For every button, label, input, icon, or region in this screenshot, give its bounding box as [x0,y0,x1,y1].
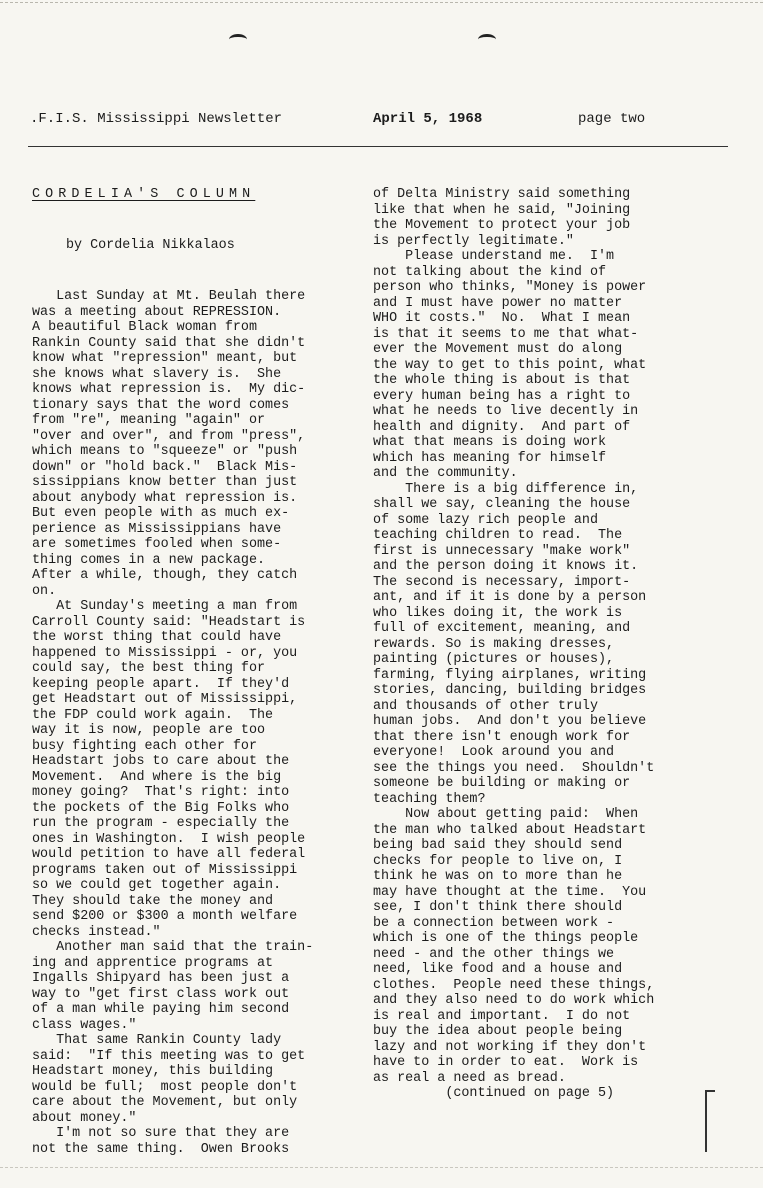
text-line: who likes doing it, the work is [373,605,623,621]
text-line: Ingalls Shipyard has been just a [32,971,290,986]
text-line: busy fighting each other for [32,738,257,754]
text-line: which is one of the things people [373,931,639,946]
text-line: ing and apprentice programs at [32,955,274,971]
text-line: perience as Mississippians have [32,521,282,537]
text-line: she knows what slavery is. She [32,366,282,382]
text-line: from "re", meaning "again" or [32,413,266,428]
text-line: They should take the money and [32,893,274,909]
text-line: which means to "squeeze" or "push [32,444,298,459]
text-line: care about the Movement, but only [32,1095,298,1110]
text-line: tionary says that the word comes [32,397,290,413]
punch-hole-left [229,34,247,45]
text-line: need, like food and a house and [373,962,623,977]
text-line: teaching children to read. The [373,528,623,543]
right-column-text [373,187,713,1102]
text-line: of Delta Ministry said something [373,187,631,202]
text-line: on. [32,583,57,599]
text-line: clothes. People need these things, [373,977,655,993]
text-line: down" or "hold back." Black Mis- [32,459,298,475]
text-line: and they also need to do work which [373,993,655,1008]
text-line: "over and over", and from "press", [32,428,306,444]
text-line: ever the Movement must do along [373,342,623,357]
text-line: money going? That's right: into [32,785,290,800]
text-line: and I must have power no matter [373,295,623,311]
text-line: see, I don't think there should [373,900,623,915]
text-line: are sometimes fooled when some- [32,537,282,552]
text-line: could say, the best thing for [32,661,266,676]
text-line: be a connection between work - [373,915,615,931]
text-line: ant, and if it is done by a person [373,590,647,605]
issue-date: April 5, 1968 [373,111,483,127]
text-line: Please understand me. I'm [373,249,615,264]
text-line: But even people with as much ex- [32,506,290,521]
column-title: CORDELIA'S COLUMN [32,187,256,202]
text-line: send $200 or $300 a month welfare [32,909,298,924]
text-line: happened to Mississippi - or, you [32,645,298,661]
text-line: There is a big difference in, [373,481,639,497]
text-line: health and dignity. And part of [373,419,631,435]
newsletter-title: .F.I.S. Mississippi Newsletter [30,111,283,127]
text-line: Headstart jobs to care about the [32,754,290,769]
text-line: (continued on page 5) [373,1086,615,1101]
text-line: about money." [32,1110,137,1126]
page-bottom-edge [0,1167,763,1168]
text-line: see the things you need. Shouldn't [373,760,655,776]
text-line: rewards. So is making dresses, [373,636,615,652]
text-line: That same Rankin County lady [32,1033,282,1048]
text-line: was a meeting about REPRESSION. [32,304,282,320]
text-line: what he needs to live decently in [373,404,639,419]
text-line: class wages." [32,1017,137,1033]
text-line: first is unnecessary "make work" [373,543,631,559]
text-line: think he was on to more than he [373,869,623,884]
text-line: buy the idea about people being [373,1024,623,1039]
text-line: every human being has a right to [373,388,631,404]
text-line: and thousands of other truly [373,698,598,714]
text-line: human jobs. And don't you believe [373,714,647,729]
right-column [373,156,713,1133]
text-line: may have thought at the time. You [373,884,647,900]
text-line: is real and important. I do not [373,1008,631,1024]
page-top-edge [0,2,763,3]
text-line: checks for people to live on, I [373,853,623,869]
left-column [32,156,372,1188]
text-line: and the person doing it knows it. [373,559,639,574]
text-line: about anybody what repression is. [32,490,298,506]
text-line: the pockets of the Big Folks who [32,800,290,816]
text-line: which has meaning for himself [373,450,607,466]
text-line: not talking about the kind of [373,264,607,280]
text-line: the whole thing is about is that [373,373,631,388]
text-line: I'm not so sure that they are [32,1126,290,1141]
text-line: keeping people apart. If they'd [32,676,290,692]
text-line: the man who talked about Headstart [373,822,647,838]
text-line: painting (pictures or houses), [373,652,615,667]
text-line: said: "If this meeting was to get [32,1048,306,1064]
text-line: shall we say, cleaning the house [373,497,631,512]
text-line: A beautiful Black woman from [32,320,257,335]
text-line: Now about getting paid: When [373,807,639,822]
corner-mark [705,1090,715,1152]
text-line: what that means is doing work [373,435,607,450]
text-line: person who thinks, "Money is power [373,280,647,295]
text-line: knows what repression is. My dic- [32,382,306,397]
header-rule [28,146,728,147]
text-line: full of excitement, meaning, and [373,621,631,636]
text-line: Carroll County said: "Headstart is [32,614,306,630]
text-line: teaching them? [373,791,486,807]
text-line: Last Sunday at Mt. Beulah there [32,289,306,304]
text-line: like that when he said, "Joining [373,202,631,218]
text-line: run the program - especially the [32,816,290,831]
text-line: lazy and not working if they don't [373,1039,647,1055]
text-line: stories, dancing, building bridges [373,683,647,698]
text-line: is perfectly legitimate." [373,233,574,249]
text-line: would be full; most people don't [32,1079,298,1095]
text-line: Headstart money, this building [32,1064,274,1079]
text-line: need - and the other things we [373,946,615,962]
text-line: After a while, though, they catch [32,568,298,583]
text-line: ones in Washington. I wish people [32,831,306,847]
text-line: not the same thing. Owen Brooks [32,1141,290,1157]
text-line: being bad said they should send [373,838,623,853]
text-line: the FDP could work again. The [32,707,274,723]
text-line: so we could get together again. [32,878,282,893]
text-line: the way to get to this point, what [373,357,647,373]
text-line: know what "repression" meant, but [32,351,298,366]
text-line: checks instead." [32,924,161,940]
text-line: is that it seems to me that what- [373,326,639,342]
text-line: thing comes in a new package. [32,552,266,568]
text-line: sissippians know better than just [32,475,298,490]
text-line: that there isn't enough work for [373,729,631,745]
text-line: way it is now, people are too [32,723,266,738]
text-line: everyone! Look around you and [373,745,615,760]
page-number: page two [578,111,646,127]
text-line: WHO it costs." No. What I mean [373,311,631,326]
text-line: farming, flying airplanes, writing [373,667,647,683]
text-line: Rankin County said that she didn't [32,335,306,351]
text-line: the Movement to protect your job [373,218,631,233]
text-line: The second is necessary, import- [373,574,631,590]
text-line: and the community. [373,466,518,481]
text-line: would petition to have all federal [32,847,306,862]
text-line: have to in order to eat. Work is [373,1055,639,1070]
text-line: Movement. And where is the big [32,769,282,785]
left-column-text [32,289,372,1157]
text-line: programs taken out of Mississippi [32,862,298,878]
text-line: Another man said that the train- [32,940,314,955]
text-line: as real a need as bread. [373,1070,566,1086]
text-line: someone be building or making or [373,776,631,791]
page-header [30,111,730,131]
text-line: of some lazy rich people and [373,512,598,528]
text-line: the worst thing that could have [32,630,282,645]
column-byline: by Cordelia Nikkalaos [66,238,235,253]
punch-hole-right [478,34,496,45]
text-line: way to "get first class work out [32,986,290,1002]
text-line: get Headstart out of Mississippi, [32,692,298,707]
text-line: of a man while paying him second [32,1002,290,1017]
text-line: At Sunday's meeting a man from [32,599,298,614]
